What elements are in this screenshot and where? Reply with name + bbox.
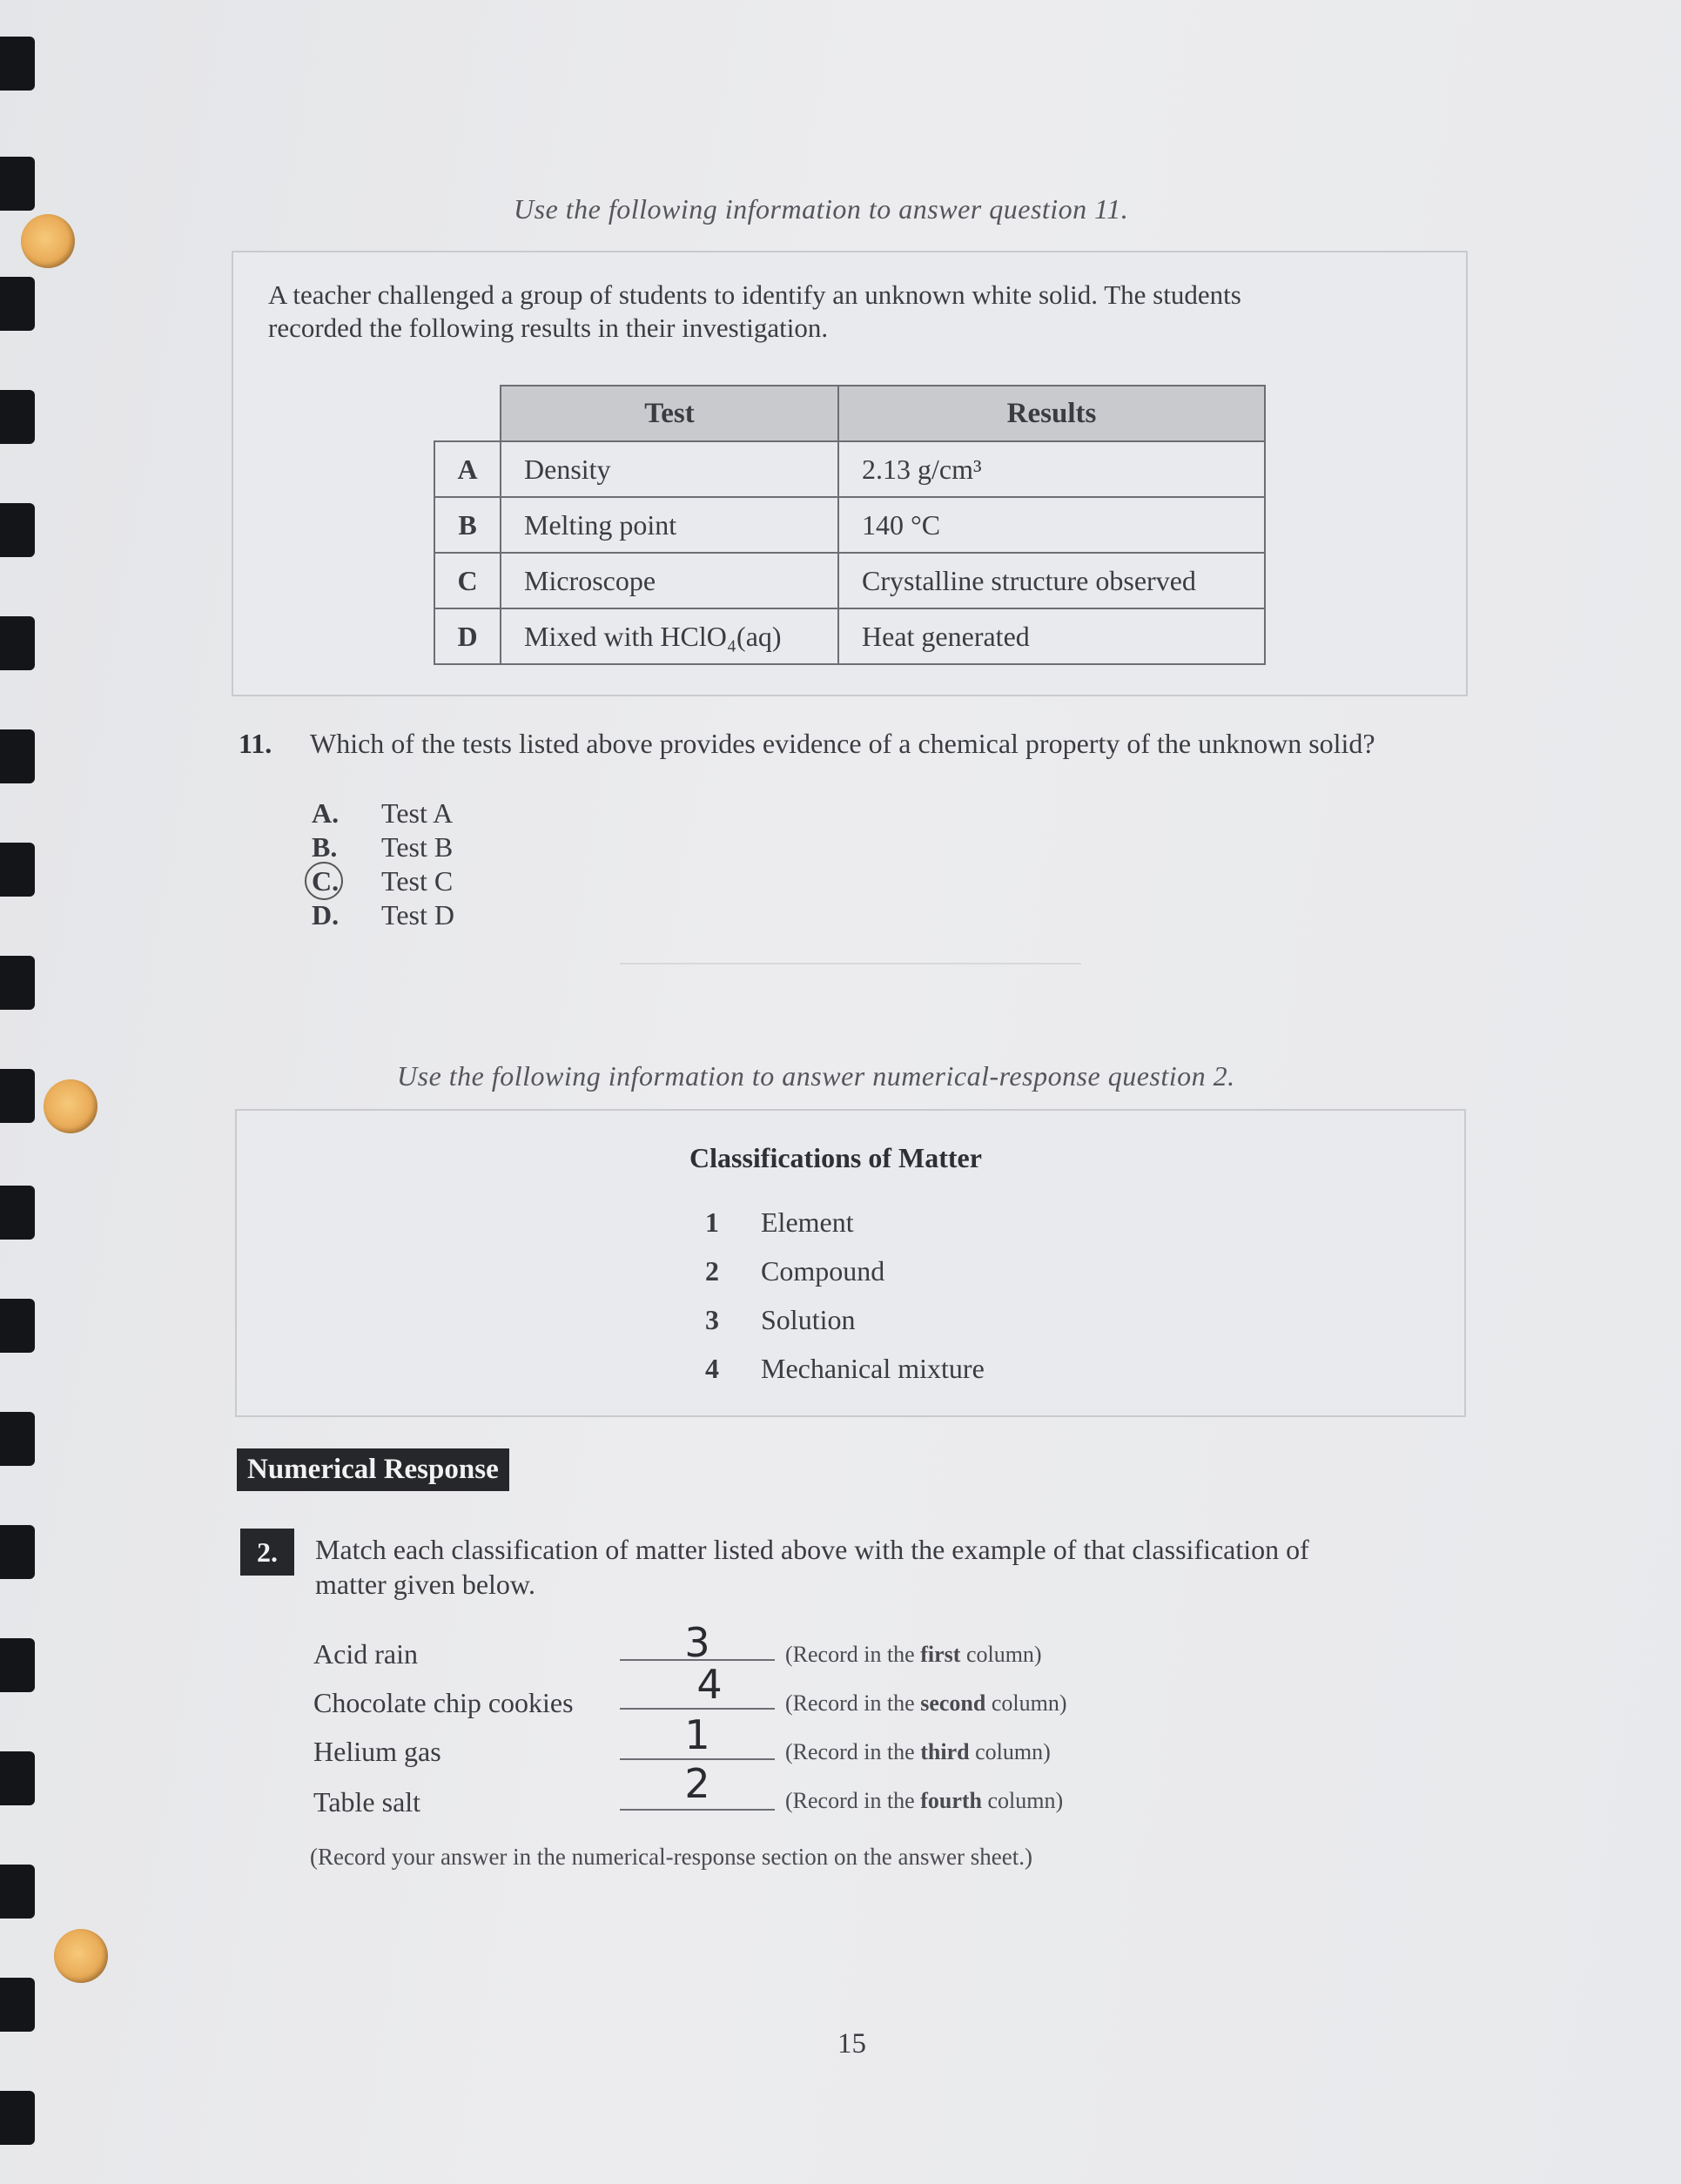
info-heading-q11: Use the following information to answer question 11. bbox=[514, 193, 1129, 225]
nr-question-line2: matter given below. bbox=[315, 1569, 535, 1600]
record-prefix: (Record in the bbox=[785, 1690, 921, 1716]
row-letter: A bbox=[434, 441, 501, 497]
record-prefix: (Record in the bbox=[785, 1788, 921, 1813]
table-header-results: Results bbox=[838, 386, 1265, 441]
binding-tab bbox=[0, 1412, 35, 1466]
classification-number: 4 bbox=[705, 1353, 719, 1384]
option-text: Test A bbox=[381, 797, 454, 829]
row-letter: C bbox=[434, 553, 501, 608]
row-test: Melting point bbox=[501, 497, 838, 553]
table-header-row bbox=[434, 386, 1265, 441]
row-result: Crystalline structure observed bbox=[838, 553, 1265, 608]
row-test: Microscope bbox=[501, 553, 838, 608]
binding-tab bbox=[0, 37, 35, 91]
classification-item bbox=[705, 1353, 985, 1385]
table-row bbox=[434, 553, 1265, 608]
match-example: Helium gas bbox=[313, 1736, 441, 1767]
table-row bbox=[434, 441, 1265, 497]
classification-item bbox=[705, 1206, 854, 1239]
binding-tab bbox=[0, 277, 35, 331]
classification-item bbox=[705, 1304, 855, 1336]
handwritten-answer[interactable]: 2 bbox=[684, 1760, 710, 1807]
table-row bbox=[434, 608, 1265, 664]
record-column-word: third bbox=[920, 1739, 970, 1764]
binding-tab bbox=[0, 956, 35, 1010]
record-suffix: column) bbox=[982, 1788, 1064, 1813]
classification-label: Element bbox=[761, 1206, 854, 1238]
nr-question-line1: Match each classification of matter listed above with the example of that classification of bbox=[315, 1534, 1309, 1565]
info-heading-nr2: Use the following information to answer numerical-response question 2. bbox=[397, 1060, 1235, 1092]
spiral-binding bbox=[0, 0, 52, 2184]
binding-tab bbox=[0, 503, 35, 557]
binding-tab bbox=[0, 1751, 35, 1805]
classification-number: 3 bbox=[705, 1304, 719, 1335]
binding-tab bbox=[0, 1978, 35, 2032]
record-instruction bbox=[785, 1642, 1042, 1668]
results-table bbox=[434, 385, 1266, 665]
row-result: 140 °C bbox=[838, 497, 1265, 553]
record-answer-note: (Record your answer in the numerical-response section on the answer sheet.) bbox=[310, 1844, 1032, 1870]
classification-number: 2 bbox=[705, 1255, 719, 1287]
answer-line bbox=[620, 1809, 775, 1811]
classifications-title: Classifications of Matter bbox=[689, 1142, 982, 1173]
option-c-selected[interactable] bbox=[312, 865, 453, 897]
info-intro-line1: A teacher challenged a group of students to identify an unknown white solid. The students bbox=[268, 279, 1241, 310]
binding-tab bbox=[0, 1865, 35, 1919]
binding-tab bbox=[0, 1069, 35, 1123]
match-example: Table salt bbox=[313, 1786, 421, 1818]
record-prefix: (Record in the bbox=[785, 1739, 921, 1764]
numerical-response-badge: Numerical Response bbox=[237, 1448, 509, 1491]
row-test: Mixed with HClO₄(aq) bbox=[501, 608, 838, 664]
option-letter: A. bbox=[312, 797, 340, 829]
question-11-number: 11. bbox=[239, 728, 272, 759]
binding-tab bbox=[0, 1638, 35, 1692]
match-example: Acid rain bbox=[313, 1638, 418, 1670]
classification-label: Solution bbox=[761, 1304, 856, 1335]
record-column-word: second bbox=[920, 1690, 986, 1716]
nr-question-number: 2. bbox=[240, 1529, 294, 1576]
page-number: 15 bbox=[837, 2028, 866, 2060]
option-text: Test D bbox=[381, 899, 454, 931]
classification-number: 1 bbox=[705, 1206, 719, 1238]
binding-tab bbox=[0, 616, 35, 670]
table-header-blank bbox=[434, 386, 501, 441]
record-column-word: first bbox=[920, 1642, 961, 1667]
info-intro-line2: recorded the following results in their investigation. bbox=[268, 312, 829, 343]
handwritten-answer[interactable]: 4 bbox=[696, 1661, 723, 1708]
record-column-word: fourth bbox=[920, 1788, 983, 1813]
handwritten-answer[interactable]: 1 bbox=[684, 1711, 710, 1758]
classification-label: Mechanical mixture bbox=[761, 1353, 985, 1384]
record-suffix: column) bbox=[960, 1642, 1042, 1667]
question-11-text: Which of the tests listed above provides evidence of a chemical property of the unknown solid? bbox=[310, 728, 1375, 759]
punch-hole bbox=[44, 1079, 97, 1133]
binding-tab bbox=[0, 843, 35, 897]
option-letter: C. bbox=[312, 865, 340, 897]
punch-hole bbox=[54, 1929, 108, 1983]
row-result: 2.13 g/cm³ bbox=[838, 441, 1265, 497]
row-test: Density bbox=[501, 441, 838, 497]
record-instruction bbox=[785, 1690, 1067, 1717]
option-letter: D. bbox=[312, 899, 340, 931]
info-box-q11 bbox=[232, 251, 1468, 696]
option-b[interactable] bbox=[312, 831, 453, 864]
option-a[interactable] bbox=[312, 797, 453, 830]
binding-tab bbox=[0, 157, 35, 211]
row-letter: D bbox=[434, 608, 501, 664]
binding-tab bbox=[0, 729, 35, 783]
handwritten-circle-mark bbox=[305, 862, 343, 900]
punch-hole bbox=[21, 214, 75, 268]
classification-label: Compound bbox=[761, 1255, 885, 1287]
match-example: Chocolate chip cookies bbox=[313, 1687, 574, 1718]
row-result: Heat generated bbox=[838, 608, 1265, 664]
record-suffix: column) bbox=[969, 1739, 1051, 1764]
binding-tab bbox=[0, 2091, 35, 2145]
binding-tab bbox=[0, 1186, 35, 1240]
table-header-test: Test bbox=[501, 386, 838, 441]
binding-tab bbox=[0, 390, 35, 444]
handwritten-answer[interactable]: 3 bbox=[684, 1619, 710, 1666]
row-letter: B bbox=[434, 497, 501, 553]
bleed-through-rule bbox=[620, 963, 1081, 964]
option-d[interactable] bbox=[312, 899, 454, 931]
record-suffix: column) bbox=[985, 1690, 1067, 1716]
option-text: Test C bbox=[381, 865, 454, 897]
record-instruction bbox=[785, 1788, 1063, 1814]
binding-tab bbox=[0, 1299, 35, 1353]
option-letter: B. bbox=[312, 831, 338, 863]
classification-item bbox=[705, 1255, 884, 1287]
answer-line bbox=[620, 1708, 775, 1710]
option-text: Test B bbox=[381, 831, 454, 863]
info-box-nr2 bbox=[235, 1109, 1466, 1417]
record-instruction bbox=[785, 1739, 1051, 1765]
table-row bbox=[434, 497, 1265, 553]
record-prefix: (Record in the bbox=[785, 1642, 921, 1667]
binding-tab bbox=[0, 1525, 35, 1579]
